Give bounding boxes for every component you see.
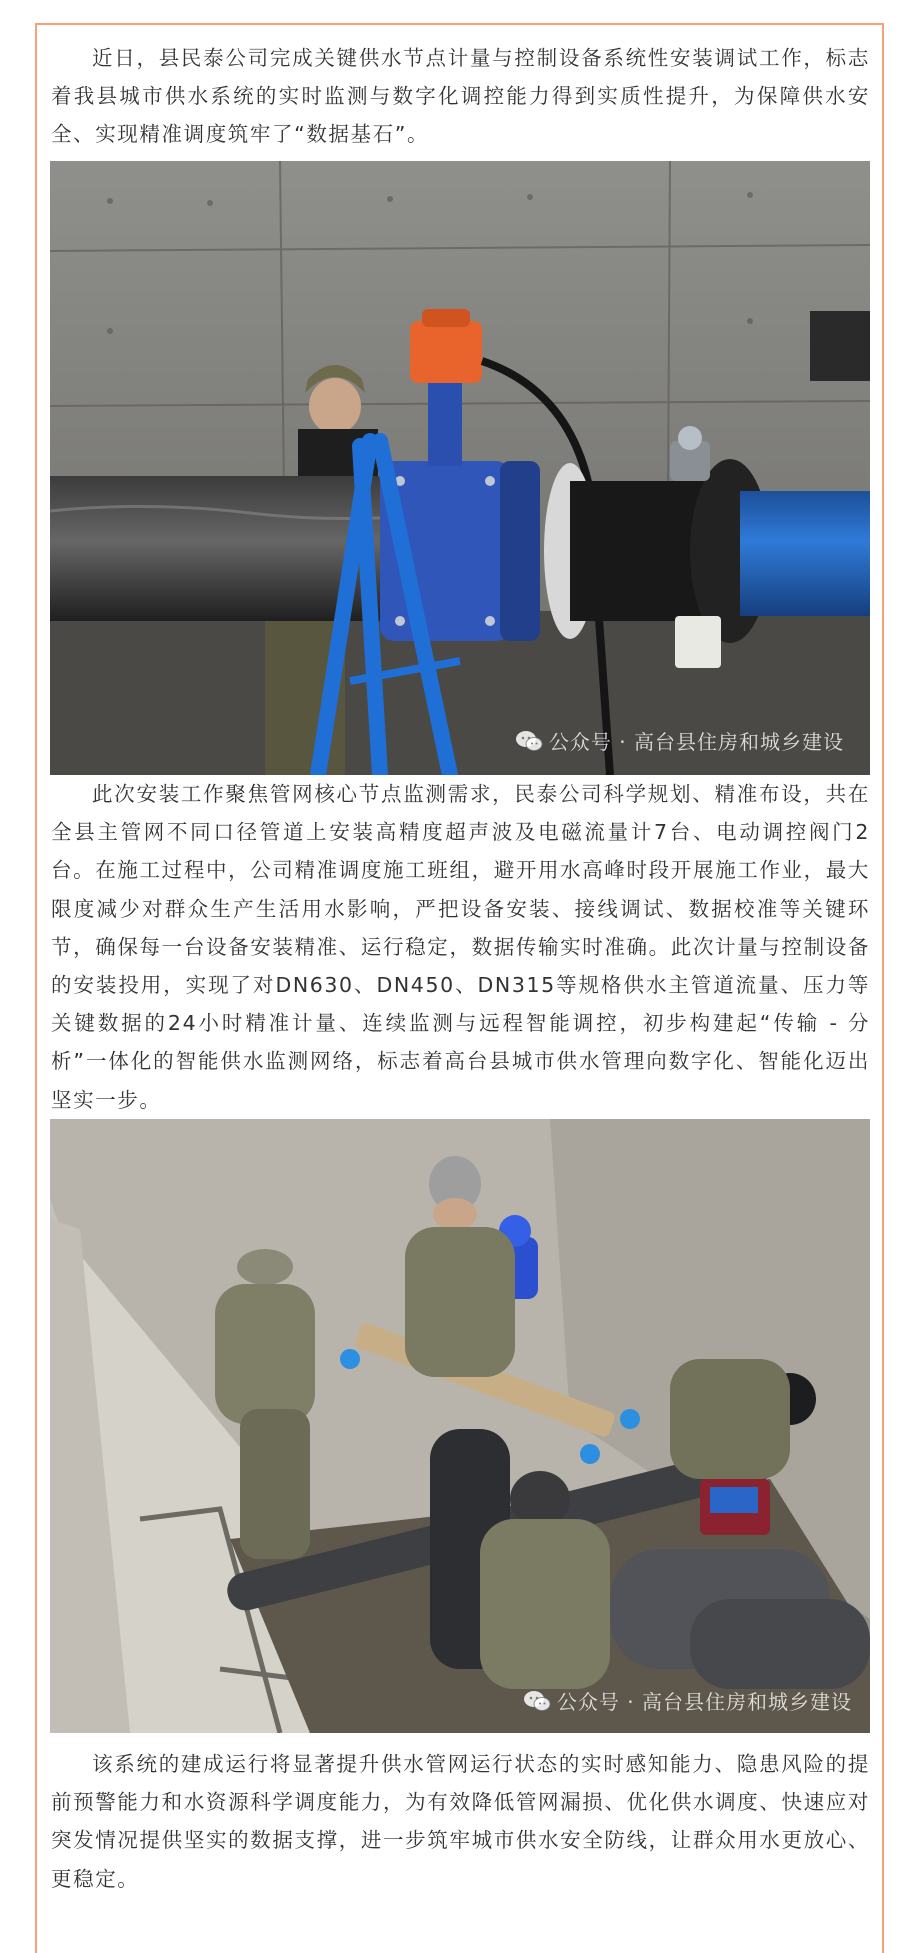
article-frame — [35, 23, 884, 1953]
watermark-text: 公众号 · 高台县住房和城乡建设 — [548, 730, 844, 754]
photo-watermark — [515, 726, 844, 755]
watermark-text: 公众号 · 高台县住房和城乡建设 — [556, 1690, 852, 1714]
article-paragraph: 此次安装工作聚焦管网核心节点监测需求，民泰公司科学规划、精准布设，共在全县主管网不同口径管道上安装高精度超声波及电磁流量计7台、电动调控阀门2台。在施工过程中，公司精准调度施工班组，避开用水高峰时段开展施工作业，最大限度减少对群众生产生活用水影响，严把设备安装、接线调试、数据校准等关键环节，确保每一台设备安装精准、运行稳定，数据传输实时准确。此次计量与控制设备的安装投用，实现了对DN630、DN450、DN315等规格供水主管道流量、压力等关键数据的24小时精准计量、连续监测与远程智能调控，初步构建起“传输 - 分析”一体化的智能供水监测网络，标志着高台县城市供水管理向数字化、智能化迈出坚实一步。 — [51, 782, 870, 1112]
photo-watermark — [523, 1686, 852, 1715]
wechat-icon — [523, 1689, 551, 1713]
photo-workers-in-pit — [50, 1119, 870, 1733]
photo-valve-installation — [50, 161, 870, 775]
article-paragraph: 近日，县民泰公司完成关键供水节点计量与控制设备系统性安装调试工作，标志着我县城市供水系统的实时监测与数字化调控能力得到实质性提升，为保障供水安全、实现精准调度筑牢了“数据基石”。 — [51, 46, 870, 147]
article-paragraph: 该系统的建成运行将显著提升供水管网运行状态的实时感知能力、隐患风险的提前预警能力和水资源科学调度能力，为有效降低管网漏损、优化供水调度、快速应对突发情况提供坚实的数据支撑，进一步筑牢城市供水安全防线，让群众用水更放心、更稳定。 — [51, 1752, 870, 1891]
wechat-icon — [515, 729, 543, 753]
